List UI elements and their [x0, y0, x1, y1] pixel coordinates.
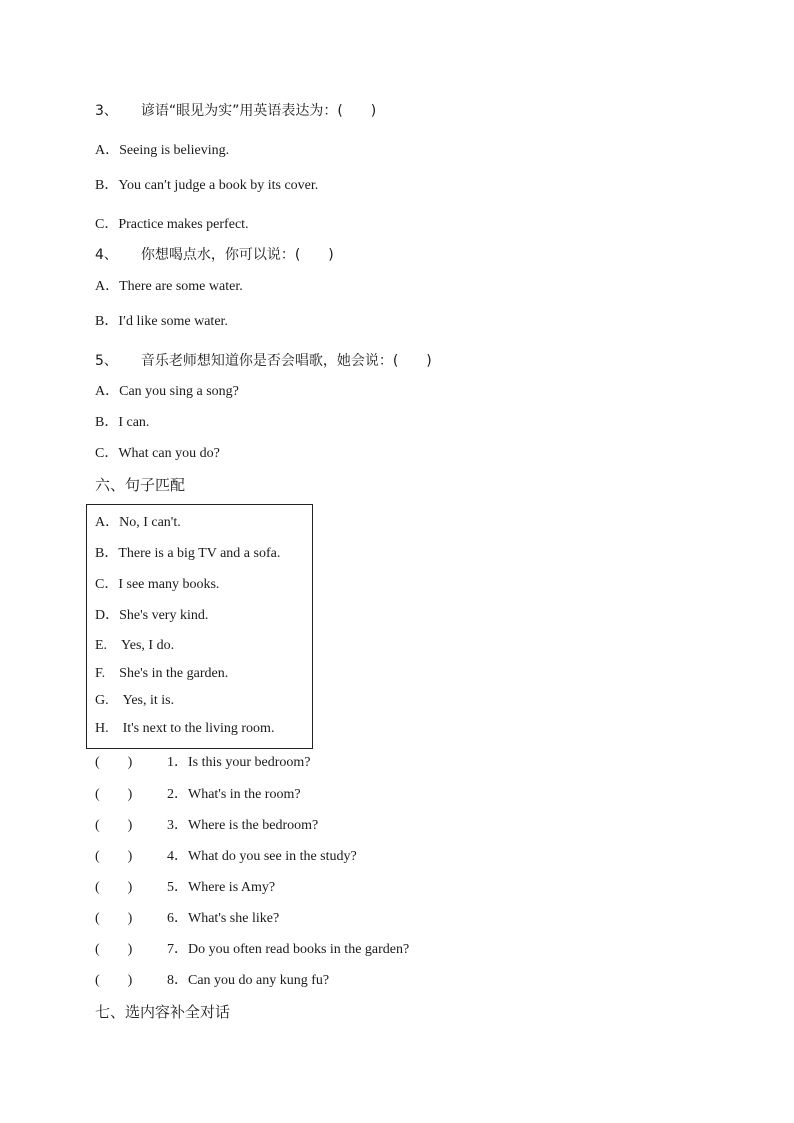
match-question-7: [95, 941, 409, 959]
match-question-text: 7．Do you often read books in the garden?: [167, 942, 410, 957]
match-question-text: 8．Can you do any kung fu?: [167, 973, 330, 988]
answer-b: B．There is a big TV and a sofa.: [95, 546, 281, 561]
answer-blank[interactable]: ( ): [95, 787, 133, 802]
section-6-title: 六、句子匹配: [95, 476, 186, 494]
option-3a: A．Seeing is believing.: [95, 143, 230, 158]
question-number: 4、: [95, 247, 118, 263]
question-5: [95, 352, 432, 370]
match-question-4: [95, 848, 357, 866]
question-prompt: 音乐老师想知道你是否会唱歌，她会说：( ): [140, 353, 432, 369]
match-question-2: [95, 786, 301, 804]
answer-f: F. She's in the garden.: [95, 666, 229, 681]
question-number: 5、: [95, 353, 118, 369]
match-question-text: 6．What's she like?: [167, 911, 280, 926]
question-3: [95, 102, 376, 120]
match-question-text: 1．Is this your bedroom?: [167, 755, 311, 770]
match-question-8: [95, 972, 329, 990]
match-question-text: 5．Where is Amy?: [167, 880, 276, 895]
answer-a: A．No, I can't.: [95, 515, 181, 530]
match-question-3: [95, 817, 318, 835]
option-4b: B．I′d like some water.: [95, 314, 228, 329]
answer-e: E. Yes, I do.: [95, 638, 175, 653]
option-5c: C．What can you do?: [95, 446, 220, 461]
answer-blank[interactable]: ( ): [95, 973, 133, 988]
question-number: 3、: [95, 103, 118, 119]
answer-d: D．She's very kind.: [95, 608, 209, 623]
option-3c: C．Practice makes perfect.: [95, 217, 249, 232]
question-prompt: 谚语“眼见为实”用英语表达为：( ): [140, 103, 377, 119]
option-5b: B．I can.: [95, 415, 150, 430]
answer-h: H. It's next to the living room.: [95, 721, 275, 736]
section-7-title: 七、选内容补全对话: [95, 1003, 231, 1021]
answer-blank[interactable]: ( ): [95, 849, 133, 864]
match-question-1: [95, 754, 310, 772]
answer-blank[interactable]: ( ): [95, 755, 133, 770]
option-4a: A．There are some water.: [95, 279, 243, 294]
question-4: [95, 246, 334, 264]
option-5a: A．Can you sing a song?: [95, 384, 239, 399]
answer-g: G. Yes, it is.: [95, 693, 175, 708]
match-question-6: [95, 910, 279, 928]
option-3b: B．You can′t judge a book by its cover.: [95, 178, 319, 193]
answer-blank[interactable]: ( ): [95, 911, 133, 926]
match-question-5: [95, 879, 275, 897]
match-question-text: 4．What do you see in the study?: [167, 849, 357, 864]
answer-blank[interactable]: ( ): [95, 818, 133, 833]
match-question-text: 2．What's in the room?: [167, 787, 301, 802]
match-question-text: 3．Where is the bedroom?: [167, 818, 319, 833]
answer-blank[interactable]: ( ): [95, 942, 133, 957]
answer-blank[interactable]: ( ): [95, 880, 133, 895]
question-prompt: 你想喝点水，你可以说：( ): [140, 247, 334, 263]
answer-box: [86, 504, 313, 749]
answer-c: C．I see many books.: [95, 577, 220, 592]
